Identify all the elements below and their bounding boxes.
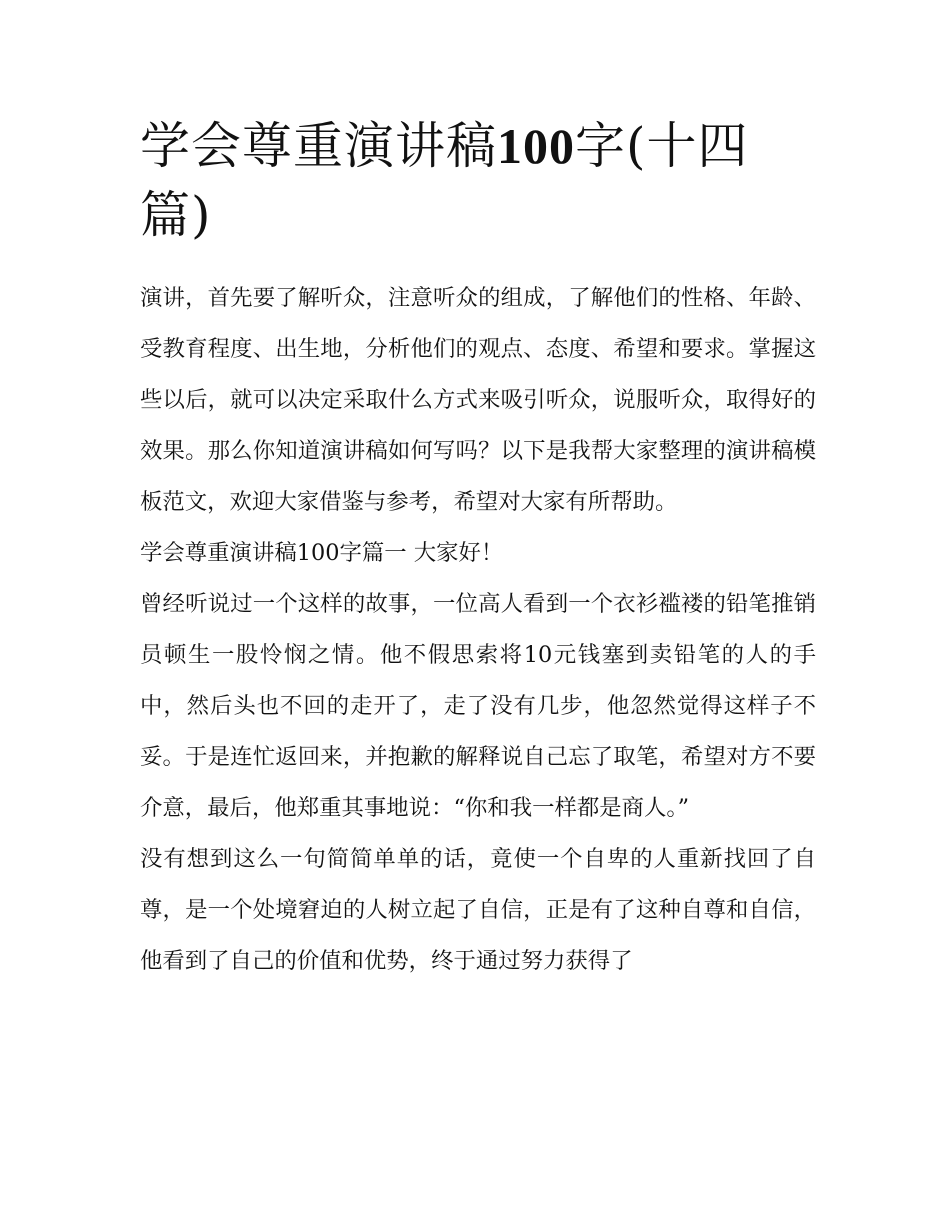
section-heading-paragraph: 学会尊重演讲稿100字篇一 大家好！ [140,540,504,566]
document-body [140,273,816,987]
reflection-paragraph: 没有想到这么一句简简单单的话，竟使一个自卑的人重新找回了自尊，是一个处境窘迫的人树立起了自信，正是有了这种自尊和自信，他看到了自己的价值和优势，终于通过努力获得了 [140,846,816,974]
document-title [140,112,816,250]
document-content [140,112,816,987]
title-suffix: 字(十四篇) [140,117,749,244]
intro-paragraph: 演讲，首先要了解听众，注意听众的组成，了解他们的性格、年龄、受教育程度、出生地，分析他们的观点、态度、希望和要求。掌握这些以后，就可以决定采取什么方式来吸引听众，说服听众，取得好的效果。那么你知道演讲稿如何写吗？以下是我帮大家整理的演讲稿模板范文，欢迎大家借鉴与参考，希望对大家有所帮助。 [140,285,816,515]
title-prefix: 学会尊重演讲稿 [140,117,497,175]
story-paragraph: 曾经听说过一个这样的故事，一位高人看到一个衣衫褴褛的铅笔推销员顿生一股怜悯之情。他不假思索将10元钱塞到卖铅笔的人的手中，然后头也不回的走开了，走了没有几步，他忽然觉得这样子不妥。于是连忙返回来，并抱歉的解释说自己忘了取笔，希望对方不要介意，最后，他郑重其事地说：“你和我一样都是商人。” [140,591,816,821]
title-number: 100 [497,118,575,174]
